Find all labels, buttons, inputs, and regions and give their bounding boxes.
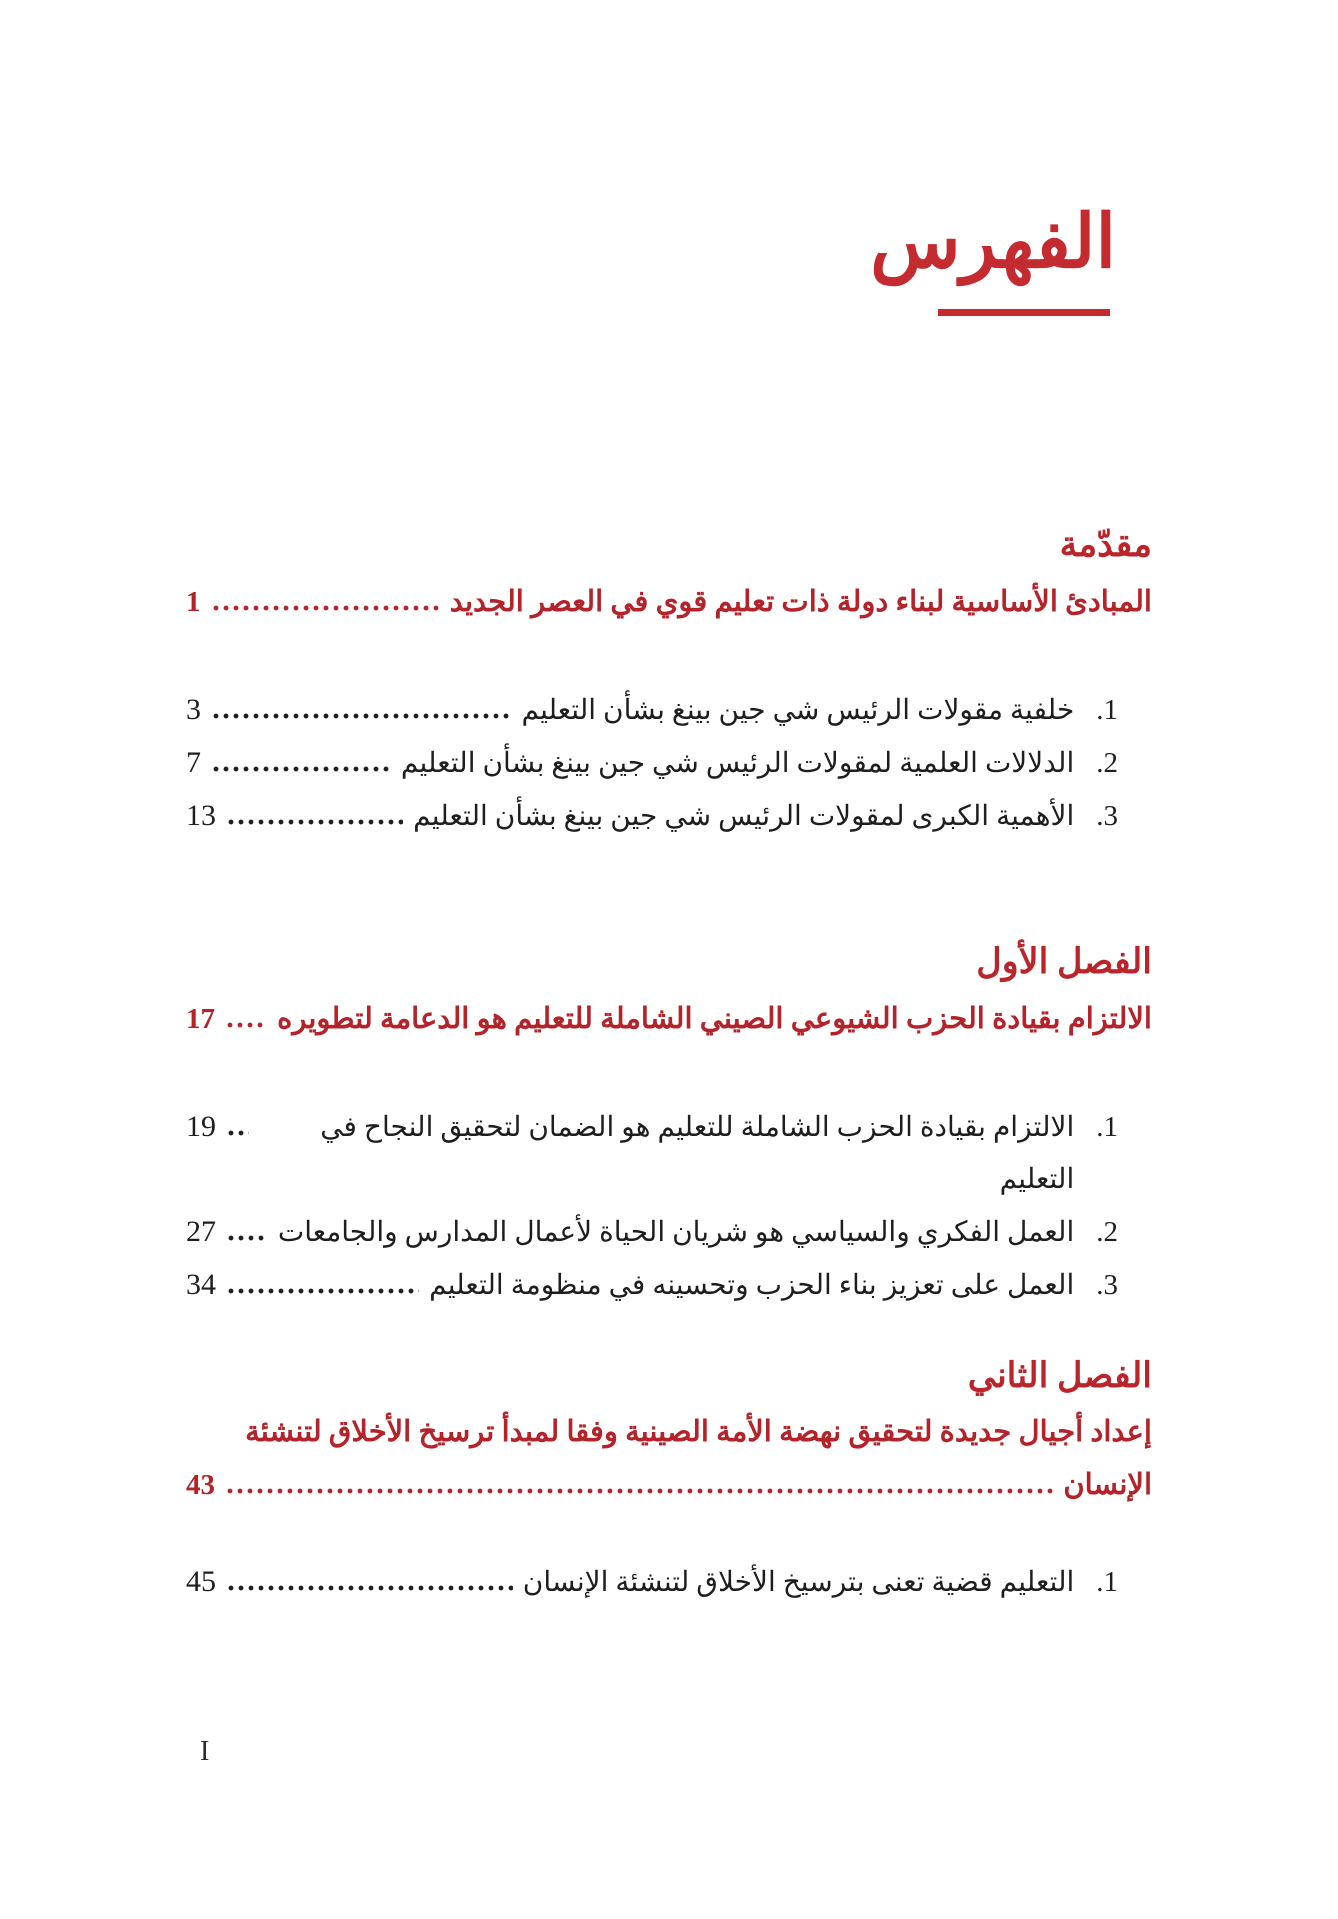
page-title: الفهرس bbox=[870, 202, 1116, 284]
dot-leader bbox=[226, 1585, 513, 1591]
dot-leader bbox=[226, 1288, 419, 1294]
toc-item bbox=[186, 790, 1152, 843]
title-underline bbox=[938, 309, 1110, 316]
item-page-number: 7 bbox=[186, 746, 201, 779]
item-page-number: 3 bbox=[186, 693, 201, 726]
entry-text-line1: إعداد أجيال جديدة لتحقيق نهضة الأمة الصينية وفقا لمبدأ ترسيخ الأخلاق لتنشئة bbox=[245, 1416, 1152, 1448]
item-page-number: 45 bbox=[186, 1565, 216, 1598]
item-number: 2. bbox=[1096, 747, 1118, 779]
item-number: 1. bbox=[1096, 1566, 1118, 1598]
toc-item bbox=[186, 1556, 1152, 1609]
dot-leader bbox=[211, 605, 440, 611]
entry-page-number: 1 bbox=[186, 586, 201, 618]
toc-item bbox=[186, 1259, 1152, 1312]
item-text: الالتزام بقيادة الحزب الشاملة للتعليم هو الضمان لتحقيق النجاح في التعليم bbox=[320, 1112, 1075, 1195]
section-heading: مقدّمة bbox=[1059, 525, 1152, 564]
item-number: 3. bbox=[1096, 800, 1118, 832]
item-number: 1. bbox=[1096, 1111, 1118, 1143]
item-page-number: 27 bbox=[186, 1215, 216, 1248]
dot-leader bbox=[211, 766, 391, 772]
entry-text: الالتزام بقيادة الحزب الشيوعي الصيني الشاملة للتعليم هو الدعامة لتطويره bbox=[277, 1003, 1152, 1035]
toc-item bbox=[186, 1101, 1152, 1206]
item-list bbox=[186, 684, 1152, 843]
toc-entry bbox=[186, 577, 1152, 628]
item-text: العمل الفكري والسياسي هو شريان الحياة لأعمال المدارس والجامعات bbox=[277, 1217, 1075, 1248]
section-chapter-2 bbox=[186, 1350, 1152, 1609]
toc-item bbox=[186, 1206, 1152, 1259]
item-number: 3. bbox=[1096, 1269, 1118, 1301]
item-text: الأهمية الكبرى لمقولات الرئيس شي جين بينغ بشأن التعليم bbox=[413, 801, 1075, 832]
item-text: خلفية مقولات الرئيس شي جين بينغ بشأن التعليم bbox=[521, 695, 1075, 726]
item-page-number: 19 bbox=[186, 1110, 216, 1143]
section-heading: الفصل الثاني bbox=[967, 1356, 1152, 1395]
item-text: الدلالات العلمية لمقولات الرئيس شي جين بينغ بشأن التعليم bbox=[400, 748, 1075, 779]
dot-leader bbox=[225, 1022, 267, 1028]
dot-leader bbox=[226, 1130, 249, 1136]
dot-leader bbox=[211, 713, 511, 719]
item-page-number: 13 bbox=[186, 799, 216, 832]
toc-item bbox=[186, 684, 1152, 737]
dot-leader bbox=[226, 1235, 268, 1241]
item-text: العمل على تعزيز بناء الحزب وتحسينه في منظومة التعليم bbox=[429, 1270, 1075, 1301]
section-introduction bbox=[186, 519, 1152, 843]
dot-leader bbox=[225, 1488, 1053, 1494]
entry-page-number: 17 bbox=[186, 1003, 215, 1035]
item-text: التعليم قضية تعنى بترسيخ الأخلاق لتنشئة الإنسان bbox=[522, 1567, 1075, 1598]
toc-item bbox=[186, 737, 1152, 790]
toc-entry bbox=[186, 1459, 1152, 1512]
toc-entry bbox=[186, 994, 1152, 1045]
entry-text-line2: الإنسان bbox=[1063, 1469, 1152, 1501]
item-number: 2. bbox=[1096, 1216, 1118, 1248]
item-list bbox=[186, 1556, 1152, 1609]
entry-text: المبادئ الأساسية لبناء دولة ذات تعليم قوي في العصر الجديد bbox=[449, 586, 1152, 618]
entry-page-number: 43 bbox=[186, 1469, 215, 1501]
item-list bbox=[186, 1101, 1152, 1312]
item-page-number: 34 bbox=[186, 1268, 216, 1301]
section-heading: الفصل الأول bbox=[976, 942, 1152, 981]
folio-page-number: I bbox=[200, 1736, 210, 1767]
item-number: 1. bbox=[1096, 694, 1118, 726]
section-chapter-1 bbox=[186, 936, 1152, 1312]
dot-leader bbox=[226, 819, 403, 825]
